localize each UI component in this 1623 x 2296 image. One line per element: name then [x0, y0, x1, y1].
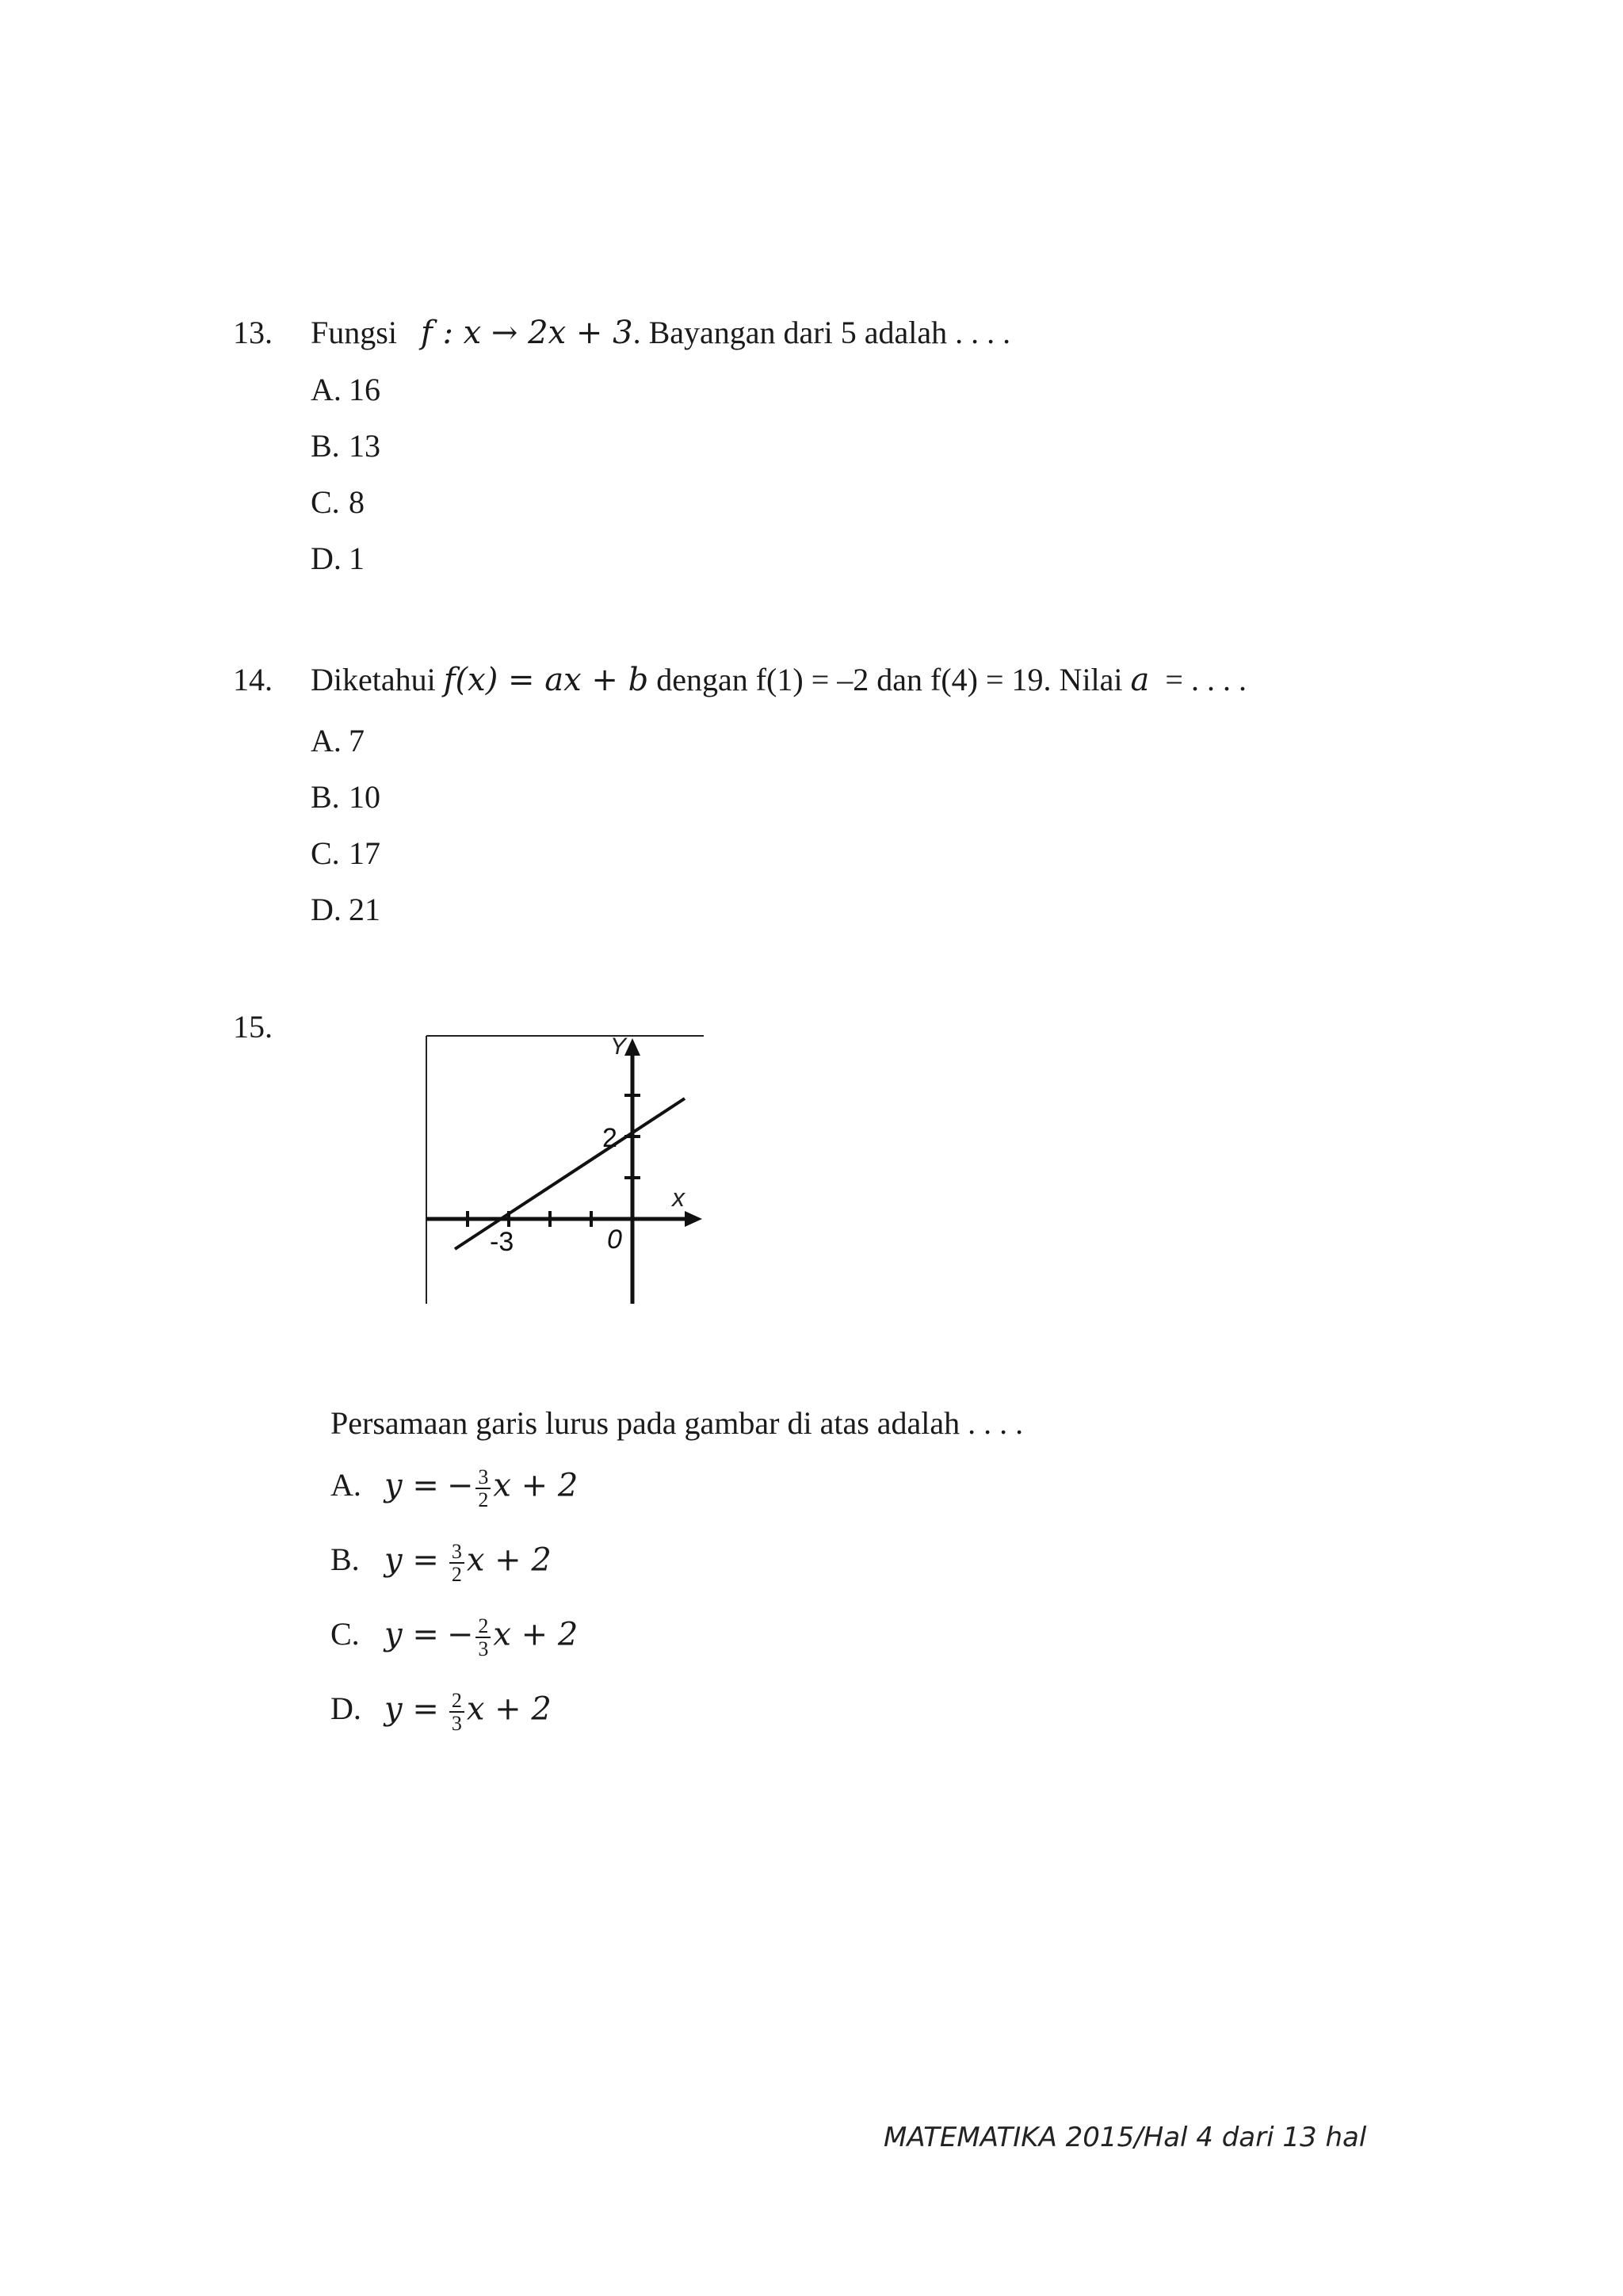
y-intercept-label: 2	[602, 1123, 617, 1153]
q14-option-d: D. 21	[311, 892, 380, 927]
fraction: $\frac{3}{2}$	[475, 1466, 491, 1511]
page-footer: MATEMATIKA 2015/Hal 4 dari 13 hal	[884, 2122, 1367, 2153]
q13-option-a: A. 16	[311, 372, 380, 407]
q14-option-a: A. 7	[311, 723, 365, 758]
q14-option-b: B. 10	[311, 779, 380, 815]
question-13-number: 13.	[233, 315, 273, 350]
origin-label: 0	[607, 1224, 622, 1255]
q14-suffix: = . . . .	[1165, 662, 1247, 697]
fraction: $\frac{2}{3}$	[449, 1690, 464, 1735]
question-13-stem	[311, 317, 1010, 349]
q14-f4: f(4) = 19. Nilai	[930, 662, 1123, 697]
x-intercept-label: -3	[490, 1227, 514, 1257]
q13-option-b: B. 13	[311, 428, 380, 464]
q13-prefix: Fungsi	[311, 315, 397, 350]
q13-suffix: . Bayangan dari 5 adalah . . . .	[632, 315, 1011, 350]
q15-option-c: C. y = − $\frac{2}{3}$ x + 2	[330, 1614, 579, 1661]
x-axis-arrow	[685, 1211, 702, 1227]
question-14-stem	[311, 664, 1247, 696]
q14-mid1: dengan	[656, 662, 748, 697]
q14-option-c: C. 17	[311, 835, 380, 871]
question-15-stem: Persamaan garis lurus pada gambar di atas adalah . . . .	[330, 1405, 1024, 1441]
q14-prefix: Diketahui	[311, 662, 436, 697]
fraction: $\frac{2}{3}$	[475, 1615, 491, 1660]
x-axis-label: x	[672, 1183, 685, 1212]
y-axis-arrow	[624, 1038, 640, 1056]
question-15-number: 15.	[233, 1009, 273, 1045]
question-14-number: 14.	[233, 662, 273, 697]
q15-option-d: D. y = $\frac{2}{3}$ x + 2	[330, 1689, 552, 1736]
line-graph	[412, 1022, 713, 1316]
q15-option-b: B. y = $\frac{3}{2}$ x + 2	[330, 1540, 552, 1587]
q14-mid2: dan	[876, 662, 923, 697]
q13-option-d: D. 1	[311, 541, 365, 576]
q14-f1: f(1) = –2	[755, 662, 869, 697]
q14-var: a	[1130, 662, 1150, 698]
y-axis-label: Y	[610, 1033, 627, 1060]
fraction: $\frac{3}{2}$	[449, 1541, 464, 1586]
q13-option-c: C. 8	[311, 484, 365, 520]
q14-function: f(x) = ax + b	[443, 662, 649, 698]
q13-function: f : x → 2x + 3	[420, 315, 633, 351]
q15-option-a: A. y = − $\frac{3}{2}$ x + 2	[330, 1465, 579, 1512]
